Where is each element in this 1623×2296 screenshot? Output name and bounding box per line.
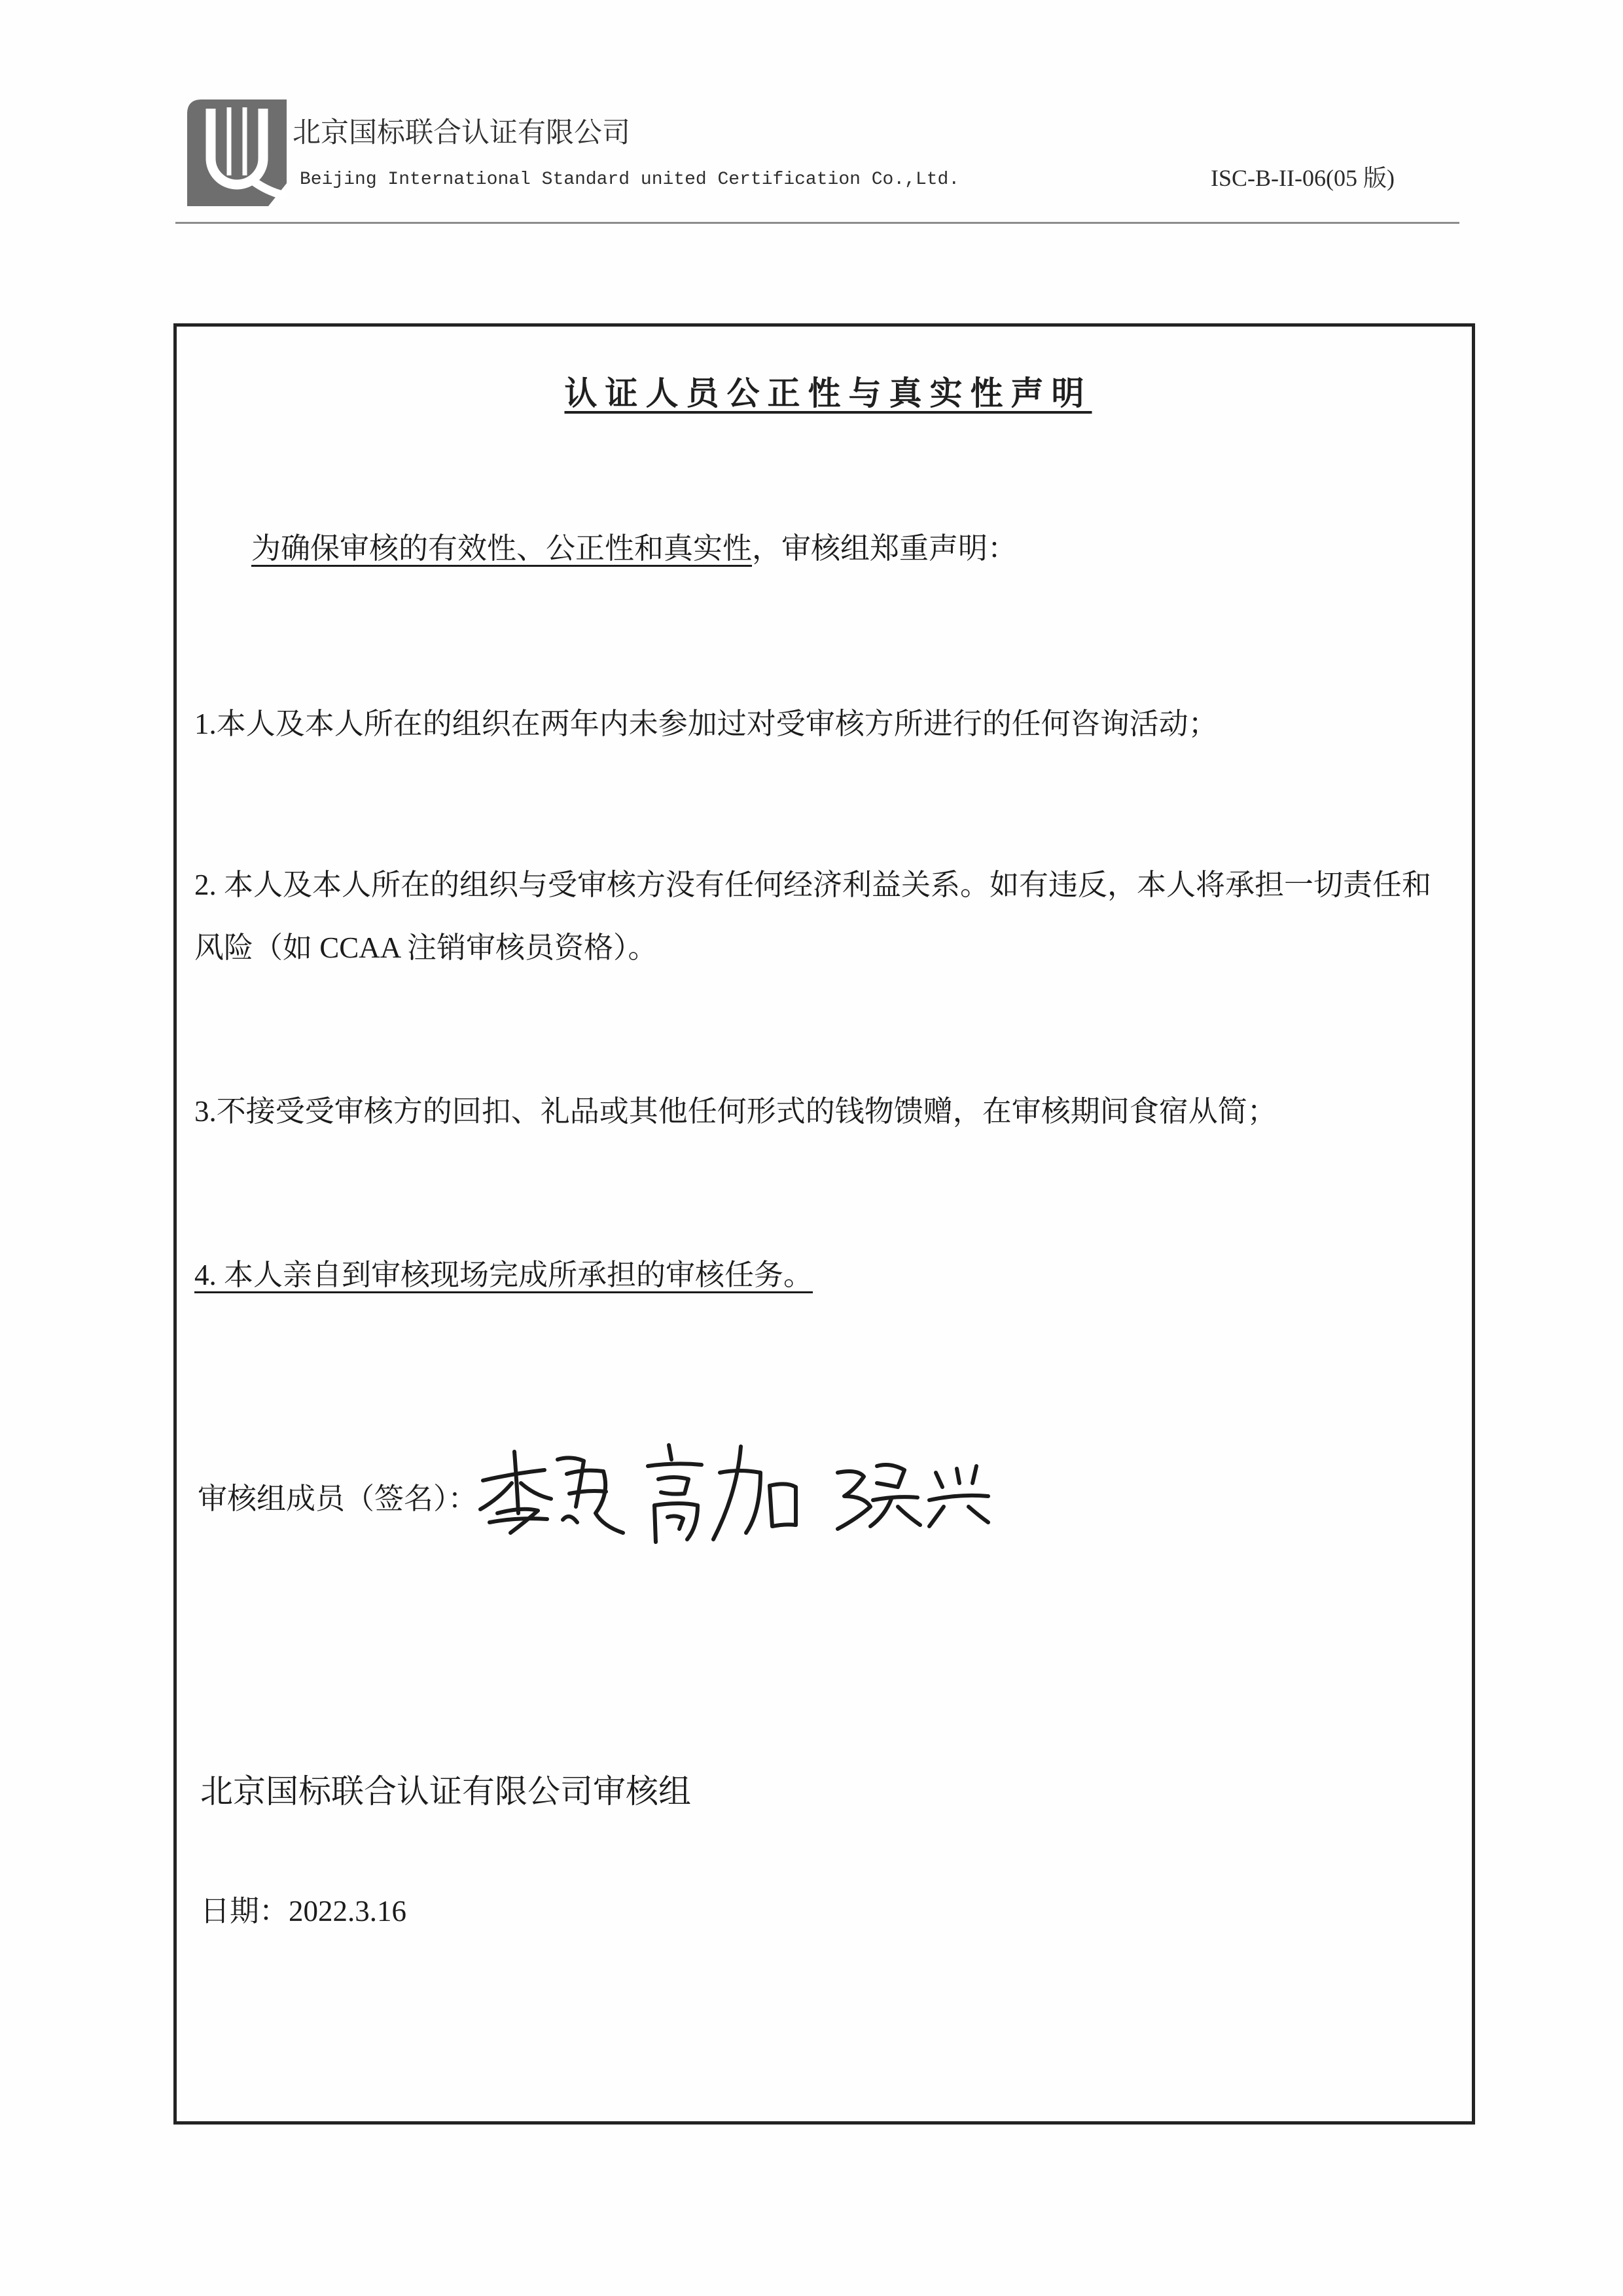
audit-team-organization: 北京国标联合认证有限公司审核组 <box>200 1773 691 1810</box>
form-code: ISC-B-II-06(05 版) <box>1211 165 1395 191</box>
signature-label: 审核组成员（签名）： <box>198 1482 478 1515</box>
declaration-item-4 <box>194 1257 813 1293</box>
company-name-en: Beijing International Standard united Certification Co.,Ltd. <box>300 170 960 190</box>
declaration-item-3: 3.不接受受审核方的回扣、礼品或其他任何形式的钱物馈赠，在审核期间食宿从简； <box>194 1095 1277 1128</box>
declaration-item-2-line-2: 风险（如 CCAA 注销审核员资格）。 <box>194 931 658 964</box>
declaration-item-4-text: 4. 本人亲自到审核现场完成所承担的审核任务。 <box>194 1259 813 1291</box>
intro-paragraph <box>251 531 1017 566</box>
signature-1 <box>480 1452 623 1533</box>
signature-2 <box>648 1445 796 1542</box>
declaration-frame <box>173 323 1475 2125</box>
declaration-title-row <box>173 374 1475 413</box>
signature-3 <box>838 1465 988 1529</box>
intro-underlined-text: 为确保审核的有效性、公正性和真实性 <box>251 532 753 565</box>
header-divider <box>175 222 1459 224</box>
declaration-title: 认证人员公正性与真实性声明 <box>564 374 1092 412</box>
date-label: 日期： <box>200 1895 289 1928</box>
handwritten-signatures <box>471 1433 995 1558</box>
intro-text: ，审核组郑重声明： <box>752 532 1018 565</box>
declaration-item-2-line-1: 2. 本人及本人所在的组织与受审核方没有任何经济利益关系。如有违反，本人将承担一切责任和 <box>194 869 1432 901</box>
company-name-cn: 北京国标联合认证有限公司 <box>293 118 630 149</box>
date-value: 2022.3.16 <box>289 1895 407 1928</box>
declaration-item-1: 1.本人及本人所在的组织在两年内未参加过对受审核方所进行的任何咨询活动； <box>194 708 1218 740</box>
date-line <box>200 1893 406 1929</box>
company-logo-icon <box>187 99 287 206</box>
company-logo <box>187 99 287 206</box>
